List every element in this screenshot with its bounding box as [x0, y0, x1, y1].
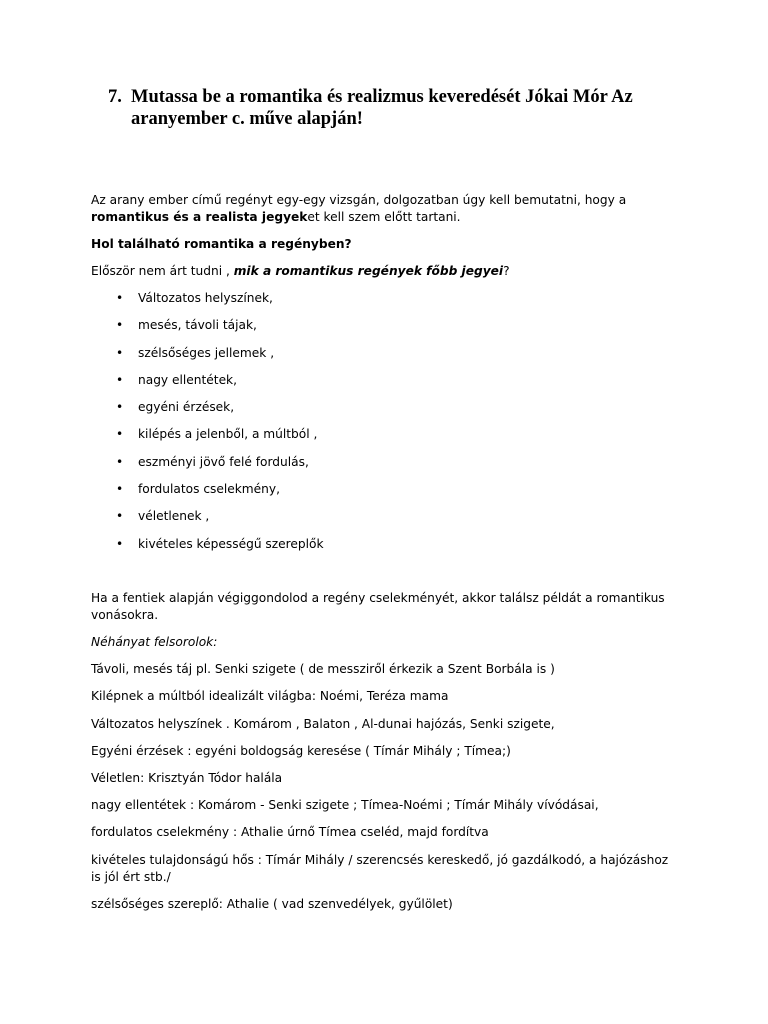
- example-line: nagy ellentétek : Komárom - Senki szigete ; Tímea-Noémi ; Tímár Mihály vívódásai,: [91, 798, 599, 812]
- first-line-start: Először nem árt tudni ,: [91, 264, 234, 278]
- bullet-icon: •: [116, 536, 124, 551]
- list-item-text: véletlenek ,: [138, 509, 210, 524]
- first-line-end: ?: [503, 264, 510, 278]
- bullet-icon: •: [116, 345, 124, 360]
- bullet-icon: •: [116, 318, 124, 333]
- bullet-icon: •: [116, 372, 124, 387]
- list-item-text: eszményi jövő felé fordulás,: [138, 454, 309, 469]
- list-item: [91, 317, 671, 344]
- example-line: szélsőséges szereplő: Athalie ( vad szenvedélyek, gyűlölet): [91, 897, 453, 911]
- romantic-traits-list: [91, 290, 671, 563]
- section-question-text: Hol található romantika a regényben?: [91, 237, 352, 251]
- list-item: [91, 290, 671, 317]
- example-line: Változatos helyszínek . Komárom , Balaton , Al-dunai hajózás, Senki szigete,: [91, 717, 555, 731]
- list-item: [91, 508, 671, 535]
- heading-number: 7.: [108, 87, 122, 107]
- list-item: [91, 454, 671, 481]
- first-line: [91, 263, 681, 280]
- example-line: Kilépnek a múltból idealizált világba: Noémi, Teréza mama: [91, 689, 449, 703]
- question-heading: [108, 86, 668, 130]
- heading-text: Mutassa be a romantika és realizmus keveredését Jókai Mór Az aranyember c. műve alapján!: [131, 87, 633, 129]
- examples-intro: [91, 634, 681, 651]
- list-item-text: szélsőséges jellemek ,: [138, 345, 275, 360]
- bullet-icon: •: [116, 427, 124, 442]
- list-item: [91, 536, 671, 563]
- list-item-text: egyéni érzések,: [138, 400, 235, 415]
- list-item-text: nagy ellentétek,: [138, 372, 237, 387]
- list-item-text: Változatos helyszínek,: [138, 291, 273, 305]
- first-line-emphasis: mik a romantikus regények főbb jegyei: [233, 264, 504, 278]
- examples-intro-text: Néhányat felsorolok:: [91, 635, 218, 649]
- intro-paragraph: [91, 192, 681, 226]
- intro-text-end: et kell szem előtt tartani.: [307, 210, 461, 224]
- example-line: Egyéni érzések : egyéni boldogság keresése ( Tímár Mihály ; Tímea;): [91, 744, 511, 758]
- list-item: [91, 426, 671, 453]
- followup-paragraph: Ha a fentiek alapján végiggondolod a regény cselekményét, akkor találsz példát a romantikus vonásokra.: [91, 591, 665, 622]
- section-question: [91, 236, 681, 253]
- list-item: [91, 372, 671, 399]
- list-item: [91, 481, 671, 508]
- bullet-icon: •: [116, 482, 124, 497]
- bullet-icon: •: [116, 509, 124, 524]
- bullet-icon: •: [116, 400, 124, 415]
- list-item-text: mesés, távoli tájak,: [138, 318, 257, 333]
- bullet-icon: •: [116, 291, 124, 305]
- list-item: [91, 399, 671, 426]
- example-line: kivételes tulajdonságú hős : Tímár Mihály / szerencsés kereskedő, jó gazdálkodó, a hajózáshoz is jól ért stb./: [91, 853, 669, 884]
- intro-bold-text: romantikus és a realista jegyek: [91, 210, 308, 224]
- list-item-text: fordulatos cselekmény,: [138, 482, 280, 497]
- example-line: fordulatos cselekmény : Athalie úrnő Tímea cseléd, majd fordítva: [91, 825, 489, 839]
- list-item: [91, 345, 671, 372]
- intro-text-start: Az arany ember című regényt egy-egy vizsgán, dolgozatban úgy kell bemutatni, hogy a: [91, 193, 627, 207]
- list-item-text: kilépés a jelenből, a múltból ,: [138, 427, 318, 442]
- example-line: Véletlen: Krisztyán Tódor halála: [91, 771, 283, 785]
- bullet-icon: •: [116, 454, 124, 469]
- example-line: Távoli, mesés táj pl. Senki szigete ( de messziről érkezik a Szent Borbála is ): [91, 662, 555, 676]
- list-item-text: kivételes képességű szereplők: [138, 536, 324, 551]
